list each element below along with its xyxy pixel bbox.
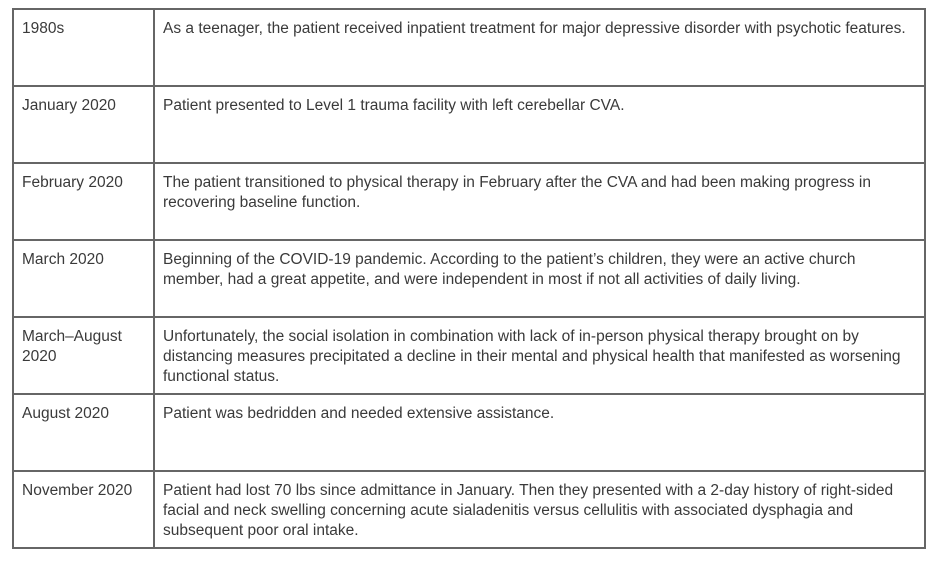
date-cell: February 2020: [13, 163, 154, 240]
event-cell: Patient was bedridden and needed extensive assistance.: [154, 394, 925, 471]
event-cell: The patient transitioned to physical therapy in February after the CVA and had been making progress in recovering baseline function.: [154, 163, 925, 240]
table-row: [13, 9, 925, 86]
table-row: [13, 471, 925, 548]
event-cell: Unfortunately, the social isolation in combination with lack of in-person physical therapy brought on by distancing measures precipitated a decline in their mental and physical health that manifested as worsening functional status.: [154, 317, 925, 394]
timeline-table-body: [13, 9, 925, 548]
date-cell: November 2020: [13, 471, 154, 548]
date-cell: March 2020: [13, 240, 154, 317]
table-row: [13, 163, 925, 240]
table-row: [13, 317, 925, 394]
date-cell: January 2020: [13, 86, 154, 163]
table-row: [13, 394, 925, 471]
date-cell: August 2020: [13, 394, 154, 471]
event-cell: Beginning of the COVID-19 pandemic. According to the patient’s children, they were an active church member, had a great appetite, and were independent in most if not all activities of daily living.: [154, 240, 925, 317]
event-cell: Patient had lost 70 lbs since admittance in January. Then they presented with a 2-day history of right-sided facial and neck swelling concerning acute sialadenitis versus cellulitis with associated dysphagia and subsequent poor oral intake.: [154, 471, 925, 548]
event-cell: Patient presented to Level 1 trauma facility with left cerebellar CVA.: [154, 86, 925, 163]
timeline-table: [12, 8, 926, 549]
event-cell: As a teenager, the patient received inpatient treatment for major depressive disorder with psychotic features.: [154, 9, 925, 86]
table-row: [13, 86, 925, 163]
date-cell: March–August 2020: [13, 317, 154, 394]
table-row: [13, 240, 925, 317]
date-cell: 1980s: [13, 9, 154, 86]
